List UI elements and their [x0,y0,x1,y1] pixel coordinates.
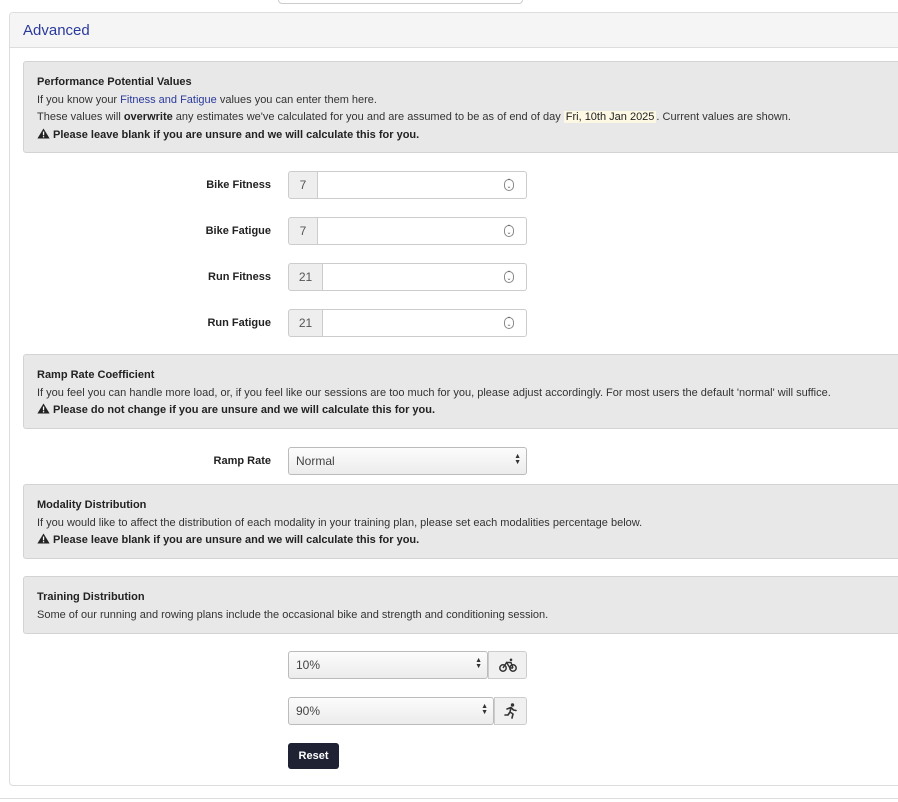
warning-icon [37,533,50,544]
performance-title: Performance Potential Values [37,76,192,88]
select-arrows-icon: ▲ ▼ [481,703,488,716]
select-arrows-icon: ▲ ▼ [514,453,521,466]
run-fatigue-input[interactable] [323,309,527,337]
performance-line-1-post: values you can enter them here. [216,93,377,106]
warning-icon [37,128,50,139]
training-info-box [23,576,898,634]
overwrite-emphasis: overwrite [123,111,173,123]
as-of-date: Fri, 10th Jan 2025 [565,111,655,123]
run-fatigue-group [288,309,527,337]
panel-heading [10,13,898,48]
spinner-icon[interactable]: ⌃ ⌄ [504,179,514,191]
performance-line-2-post: . Current values are shown. [656,111,791,123]
run-fitness-label: Run Fitness [208,271,271,283]
performance-warning-text: Please leave blank if you are unsure and we will calculate this for you. [53,128,420,141]
performance-line-2 [37,109,898,127]
bike-fitness-current: 7 [288,171,318,199]
bike-fitness-group [288,171,527,199]
performance-line-1 [37,92,898,110]
bike-fatigue-label: Bike Fatigue [205,225,271,237]
reset-button[interactable]: Reset [288,743,339,769]
ramp-warning-text: Please do not change if you are unsure and we will calculate this for you. [53,404,436,416]
modality-title: Modality Distribution [37,499,147,511]
bike-fitness-label: Bike Fitness [206,179,271,191]
fitness-fatigue-link[interactable]: Fitness and Fatigue [120,93,217,106]
run-fatigue-label: Run Fatigue [207,317,271,329]
ramp-text: If you feel you can handle more load, or, if you feel like our sessions are too much for you, please adjust accordingly. For most users the default 'normal' will suffice. [37,386,831,399]
ramp-rate-label: Ramp Rate [213,455,271,467]
bike-fitness-input[interactable] [318,171,527,199]
ramp-title: Ramp Rate Coefficient [37,369,155,381]
run-fitness-group [288,263,527,291]
spinner-icon[interactable]: ⌃ ⌄ [504,225,514,237]
modality-warning [37,532,898,550]
run-fitness-current: 21 [288,263,323,291]
performance-line-2-mid: any estimates we've calculated for you and are assumed to be as of end of day [172,111,564,123]
section-divider [0,798,898,799]
ramp-info-box [23,354,898,429]
bike-modality-addon [488,651,527,679]
panel-title: Advanced [23,22,90,39]
run-fitness-input[interactable] [323,263,527,291]
run-distribution-select[interactable] [288,697,494,725]
performance-warning [37,127,898,145]
running-icon [504,703,518,719]
ramp-rate-select[interactable] [288,447,527,475]
run-fatigue-current: 21 [288,309,323,337]
bike-fatigue-group [288,217,527,245]
run-modality-addon [494,697,527,725]
spinner-icon[interactable]: ⌃ ⌄ [504,317,514,329]
modality-text: If you would like to affect the distribution of each modality in your training plan, please set each modalities percentage below. [37,516,643,529]
performance-line-2-pre: These values will [37,111,124,123]
spinner-icon[interactable]: ⌃ ⌄ [504,271,514,283]
modality-info-box [23,484,898,559]
advanced-panel [9,12,898,786]
bike-fatigue-current: 7 [288,217,318,245]
performance-info-box [23,61,898,153]
warning-icon [37,403,50,414]
run-distribution-value: 90% [296,704,321,718]
training-title: Training Distribution [37,591,145,603]
training-text: Some of our running and rowing plans include the occasional bike and strength and conditioning session. [37,608,549,621]
ramp-rate-value: Normal [296,454,335,468]
previous-field-stub [278,0,523,4]
bike-distribution-value: 10% [296,658,321,672]
bike-icon [499,658,517,672]
performance-line-1-pre: If you know your [37,93,121,106]
bike-distribution-select[interactable] [288,651,488,679]
modality-warning-text: Please leave blank if you are unsure and we will calculate this for you. [53,534,420,546]
bike-fatigue-input[interactable] [318,217,527,245]
select-arrows-icon: ▲ ▼ [475,657,482,670]
ramp-warning [37,402,898,420]
